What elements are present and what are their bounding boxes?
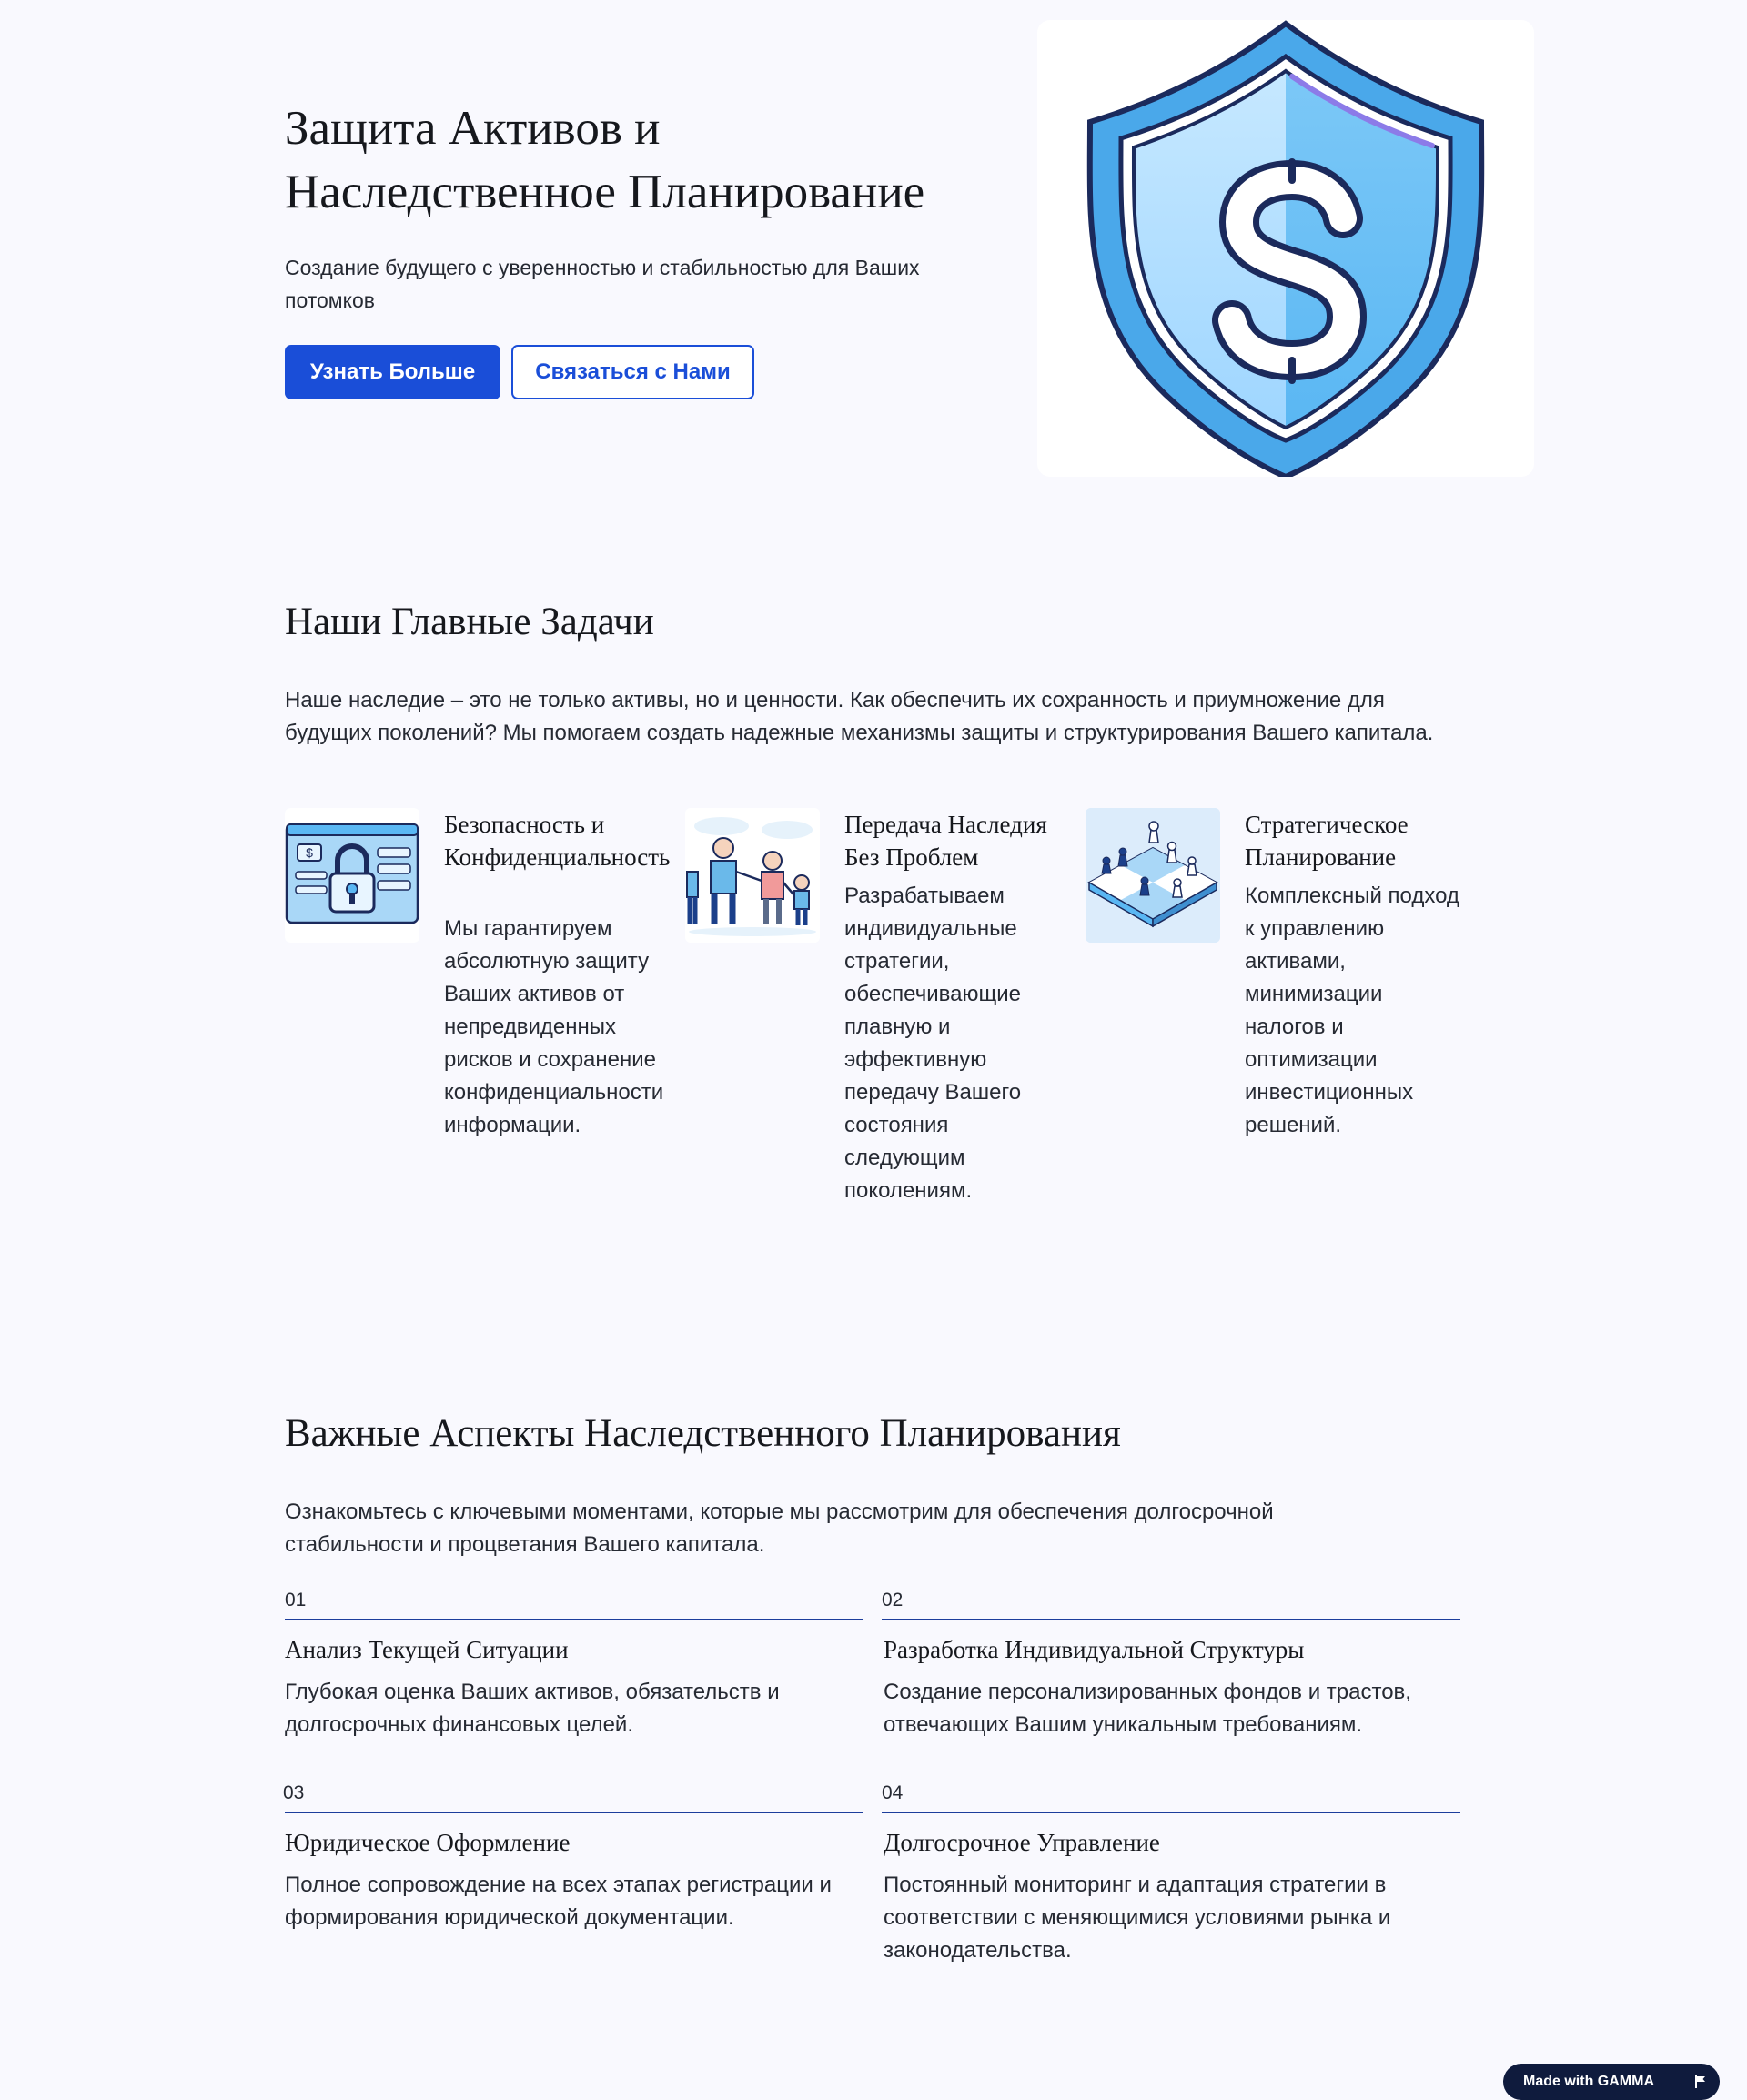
badge-label: Made with GAMMA	[1523, 2074, 1654, 2089]
contact-us-button[interactable]: Связаться с Нами	[511, 345, 754, 399]
step-divider	[285, 1812, 863, 1813]
feature-text-security: Мы гарантируем абсолютную защиту Ваших активов от непредвиденных рисков и сохранение конфиденциальности информации.	[444, 916, 664, 1137]
step-divider	[882, 1812, 1460, 1813]
shield-dollar-icon	[1037, 20, 1534, 477]
learn-more-button[interactable]: Узнать Больше	[285, 345, 500, 399]
step-number: 02	[882, 1590, 904, 1610]
step-text: Глубокая оценка Ваших активов, обязательств и долгосрочных финансовых целей.	[285, 1680, 780, 1737]
hero-subtitle: Создание будущего с уверенностью и стабильностью для Ваших потомков	[285, 256, 920, 312]
hero-image	[1037, 20, 1534, 477]
feature-title-legacy: Передача Наследия Без Проблем	[844, 811, 1047, 871]
flag-icon[interactable]	[1681, 2064, 1720, 2100]
hero-title	[285, 96, 1013, 224]
step-number: 04	[882, 1782, 904, 1803]
made-with-gamma-badge[interactable]	[1503, 2064, 1720, 2100]
legacy-image	[685, 808, 820, 943]
step-number: 03	[283, 1782, 305, 1803]
step-title: Юридическое Оформление	[285, 1829, 571, 1856]
svg-text:$: $	[306, 845, 313, 860]
hero-title-line-2: Наследственное Планирование	[285, 166, 925, 218]
feature-title-security: Безопасность и Конфиденциальность	[444, 811, 671, 871]
aspects-heading: Важные Аспекты Наследственного Планирования	[285, 1412, 1121, 1455]
tasks-lead: Наше наследие – это не только активы, но и ценности. Как обеспечить их сохранность и приумножение для будущих поколений? Мы помогаем создать надежные механизмы защиты и структурирования Вашего капитала.	[285, 688, 1434, 745]
step-text: Создание персонализированных фондов и трастов, отвечающих Вашим уникальным требованиям.	[884, 1680, 1411, 1737]
feature-title-strategy: Стратегическое Планирование	[1245, 811, 1409, 871]
feature-text-legacy: Разрабатываем индивидуальные стратегии, обеспечивающие плавную и эффективную передачу Вашего состояния следующим поколениям.	[844, 883, 1022, 1203]
family-generations-icon	[685, 808, 820, 943]
hero-title-line-1: Защита Активов и	[285, 102, 661, 155]
step-text: Постоянный мониторинг и адаптация стратегии в соответствии с меняющимися условиями рынка и законодательства.	[884, 1873, 1391, 1963]
step-divider	[285, 1619, 863, 1620]
step-divider	[882, 1619, 1460, 1620]
chess-board-icon	[1086, 808, 1220, 943]
feature-text-strategy: Комплексный подход к управлению активами, минимизации налогов и оптимизации инвестиционных решений.	[1245, 883, 1459, 1137]
tasks-heading: Наши Главные Задачи	[285, 601, 654, 643]
strategy-image	[1086, 808, 1220, 943]
step-number: 01	[285, 1590, 307, 1610]
aspects-lead: Ознакомьтесь с ключевыми моментами, которые мы рассмотрим для обеспечения долгосрочной стабильности и процветания Вашего капитала.	[285, 1499, 1274, 1557]
step-title: Анализ Текущей Ситуации	[285, 1636, 569, 1663]
padlock-security-icon	[285, 808, 419, 943]
step-text: Полное сопровождение на всех этапах регистрации и формирования юридической документации.	[285, 1873, 832, 1930]
step-title: Разработка Индивидуальной Структуры	[884, 1636, 1305, 1663]
step-title: Долгосрочное Управление	[884, 1829, 1160, 1856]
security-image	[285, 808, 419, 943]
